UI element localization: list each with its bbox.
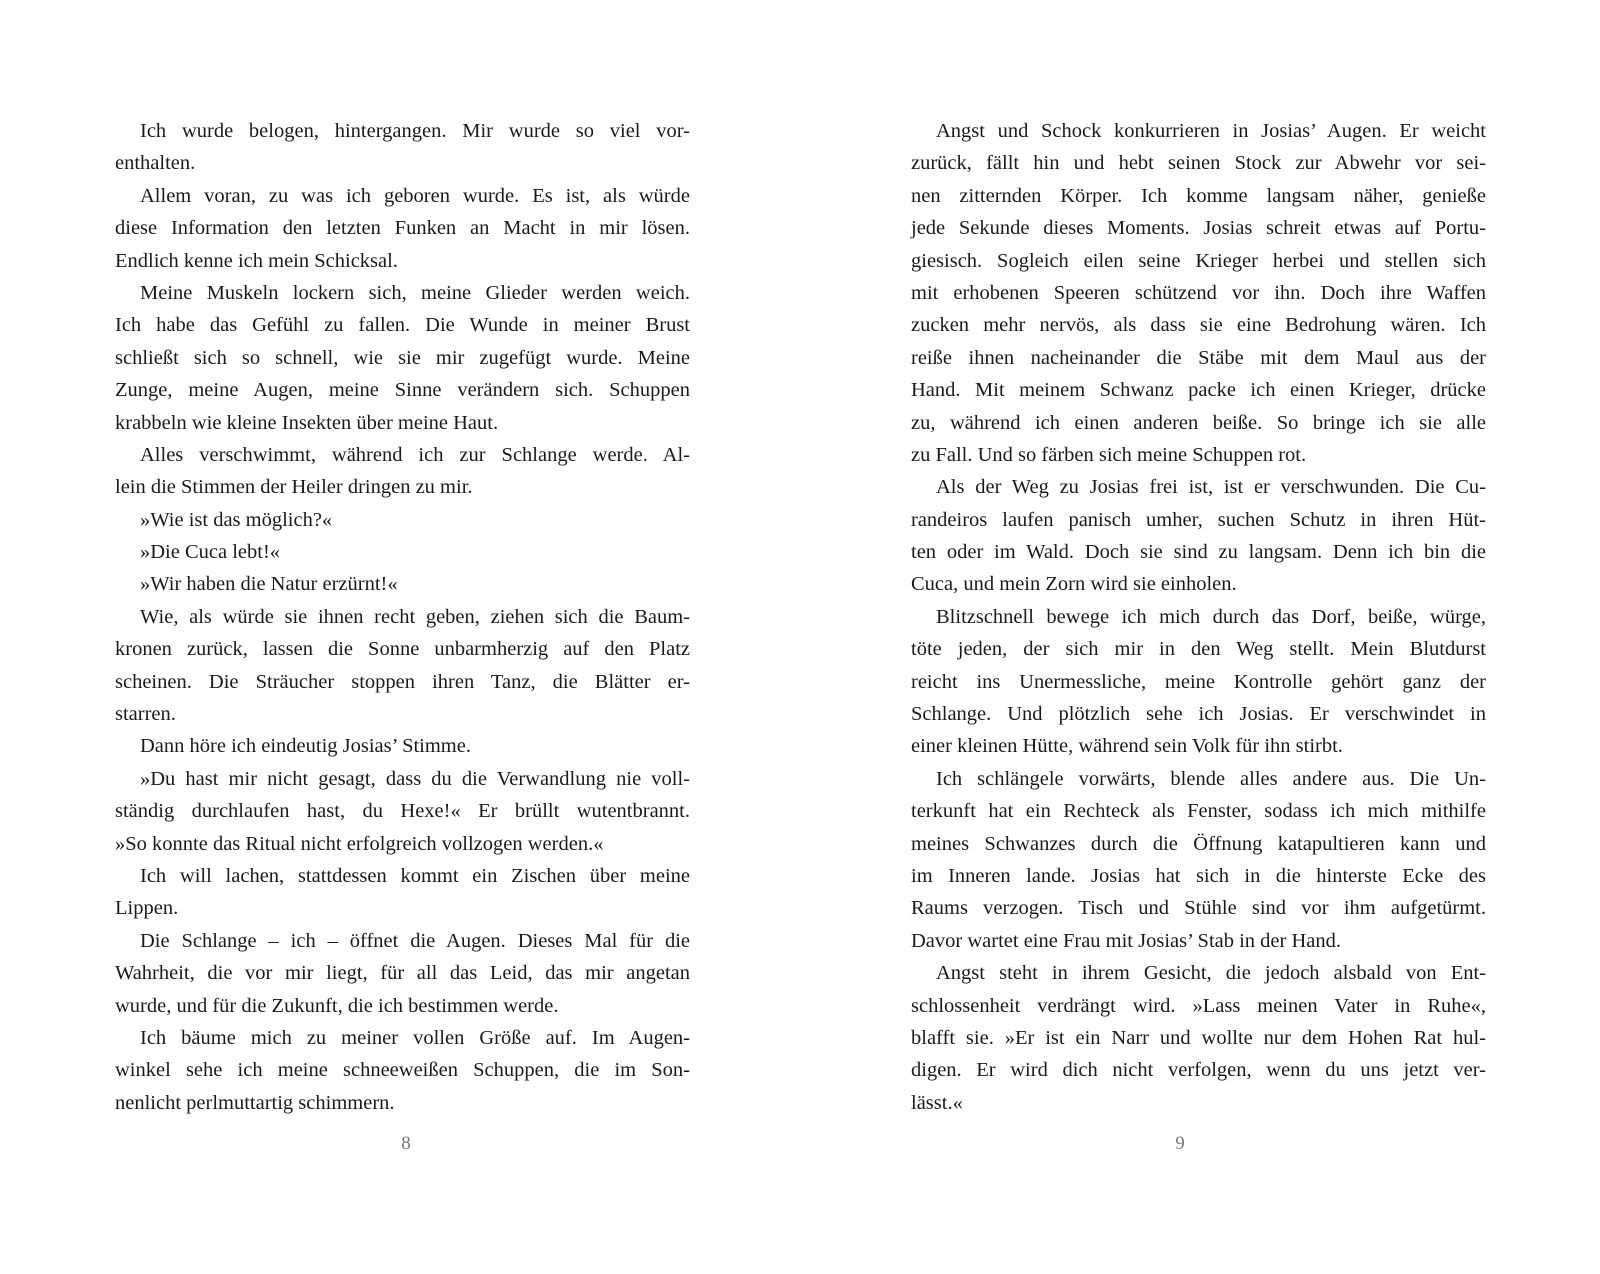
- text-line: Angst und Schock konkurrieren in Josias’ Augen. Er weicht: [936, 120, 1486, 142]
- text-line: Zunge, meine Augen, meine Sinne verändern sich. Schuppen: [115, 379, 690, 402]
- text-line: digen. Er wird dich nicht verfolgen, wenn du uns jetzt ver-: [911, 1059, 1486, 1082]
- text-line: Raums verzogen. Tisch und Stühle sind vor ihm aufgetürmt.: [911, 897, 1486, 920]
- text-line: winkel sehe ich meine schneeweißen Schuppen, die im Son-: [115, 1059, 690, 1082]
- text-line: »Die Cuca lebt!«: [140, 541, 281, 564]
- text-line: im Inneren lande. Josias hat sich in die hinterste Ecke des: [911, 864, 1486, 887]
- text-line: jede Sekunde dieses Moments. Josias schreit etwas auf Portu-: [911, 217, 1486, 240]
- text-line: meines Schwanzes durch die Öffnung katapultieren kann und: [911, 832, 1486, 855]
- text-line: Als der Weg zu Josias frei ist, ist er verschwunden. Die Cu-: [936, 476, 1486, 499]
- text-line: reicht ins Unermessliche, meine Kontrolle gehört ganz der: [911, 670, 1486, 693]
- text-line: einer kleinen Hütte, während sein Volk für ihn stirbt.: [911, 735, 1343, 758]
- text-line: Ich bäume mich zu meiner vollen Größe auf. Im Augen-: [140, 1026, 690, 1049]
- text-line: kronen zurück, lassen die Sonne unbarmherzig auf den Platz: [115, 638, 690, 661]
- text-line: reiße ihnen nacheinander die Stäbe mit dem Maul aus der: [911, 346, 1486, 369]
- text-line: Blitzschnell bewege ich mich durch das Dorf, beiße, würge,: [936, 605, 1486, 628]
- text-line: Ich schlängele vorwärts, blende alles andere aus. Die Un-: [936, 767, 1486, 790]
- text-line: randeiros laufen panisch umher, suchen Schutz in ihren Hüt-: [911, 508, 1486, 531]
- text-line: Endlich kenne ich mein Schicksal.: [115, 249, 398, 272]
- text-line: schlossenheit verdrängt wird. »Lass meinen Vater in Ruhe«,: [911, 994, 1486, 1017]
- text-line: »Wie ist das möglich?«: [140, 508, 333, 531]
- text-line: zucken mehr nervös, als dass sie eine Bedrohung wären. Ich: [911, 314, 1486, 337]
- page-number-left: 8: [401, 1133, 411, 1154]
- text-line: giesisch. Sogleich eilen seine Krieger herbei und stellen sich: [911, 249, 1486, 272]
- text-line: lein die Stimmen der Heiler dringen zu mir.: [115, 476, 473, 499]
- text-line: zurück, fällt hin und hebt seinen Stock zur Abwehr vor sei-: [911, 152, 1486, 175]
- text-line: Wie, als würde sie ihnen recht geben, ziehen sich die Baum-: [140, 605, 690, 628]
- text-line: starren.: [115, 703, 176, 726]
- text-line: »Du hast mir nicht gesagt, dass du die Verwandlung nie voll-: [140, 767, 690, 790]
- text-line: lässt.«: [911, 1091, 963, 1114]
- text-line: ständig durchlaufen hast, du Hexe!« Er brüllt wutentbrannt.: [115, 800, 690, 823]
- text-line: krabbeln wie kleine Insekten über meine Haut.: [115, 411, 499, 434]
- text-line: enthalten.: [115, 152, 196, 175]
- text-line: scheinen. Die Sträucher stoppen ihren Tanz, die Blätter er-: [115, 670, 690, 693]
- text-line: mit erhobenen Speeren schützend vor ihn. Doch ihre Waffen: [911, 281, 1486, 304]
- text-line: Lippen.: [115, 897, 179, 920]
- text-line: Ich wurde belogen, hintergangen. Mir wurde so viel vor-: [140, 120, 690, 142]
- text-line: nenlicht perlmuttartig schimmern.: [115, 1091, 395, 1114]
- text-line: Allem voran, zu was ich geboren wurde. Es ist, als würde: [140, 184, 690, 207]
- text-line: zu, während ich einen anderen beiße. So bringe ich sie alle: [911, 411, 1486, 434]
- page-number-right: 9: [1175, 1133, 1185, 1154]
- text-line: Meine Muskeln lockern sich, meine Glieder werden weich.: [140, 281, 690, 304]
- text-line: Cuca, und mein Zorn wird sie einholen.: [911, 573, 1237, 596]
- text-line: Alles verschwimmt, während ich zur Schlange werde. Al-: [140, 443, 690, 466]
- left-page-text: [115, 115, 690, 1119]
- text-line: Ich will lachen, stattdessen kommt ein Zischen über meine: [140, 864, 690, 887]
- text-line: diese Information den letzten Funken an Macht in mir lösen.: [115, 217, 690, 240]
- text-line: Schlange. Und plötzlich sehe ich Josias. Er verschwindet in: [911, 703, 1486, 726]
- text-line: töte jeden, der sich mir in den Weg stellt. Mein Blutdurst: [911, 638, 1486, 661]
- text-line: zu Fall. Und so färben sich meine Schuppen rot.: [911, 443, 1307, 466]
- text-line: nen zitternden Körper. Ich komme langsam näher, genieße: [911, 184, 1486, 207]
- text-line: »Wir haben die Natur erzürnt!«: [140, 573, 398, 596]
- text-line: blafft sie. »Er ist ein Narr und wollte nur dem Hohen Rat hul-: [911, 1026, 1486, 1049]
- right-page: [800, 0, 1600, 1274]
- text-line: terkunft hat ein Rechteck als Fenster, sodass ich mich mithilfe: [911, 800, 1486, 823]
- text-line: Hand. Mit meinem Schwanz packe ich einen Krieger, drücke: [911, 379, 1486, 402]
- text-line: Dann höre ich eindeutig Josias’ Stimme.: [140, 735, 471, 758]
- text-line: schließt sich so schnell, wie sie mir zugefügt wurde. Meine: [115, 346, 690, 369]
- text-line: wurde, und für die Zukunft, die ich bestimmen werde.: [115, 994, 559, 1017]
- text-line: Die Schlange – ich – öffnet die Augen. Dieses Mal für die: [140, 929, 690, 952]
- text-line: Davor wartet eine Frau mit Josias’ Stab in der Hand.: [911, 929, 1342, 952]
- right-page-text: [911, 115, 1486, 1119]
- text-line: ten oder im Wald. Doch sie sind zu langsam. Denn ich bin die: [911, 541, 1486, 564]
- text-line: Wahrheit, die vor mir liegt, für all das Leid, das mir angetan: [115, 962, 690, 985]
- text-line: »So konnte das Ritual nicht erfolgreich vollzogen werden.«: [115, 832, 604, 855]
- text-line: Angst steht in ihrem Gesicht, die jedoch alsbald von Ent-: [936, 962, 1486, 985]
- text-line: Ich habe das Gefühl zu fallen. Die Wunde in meiner Brust: [115, 314, 690, 337]
